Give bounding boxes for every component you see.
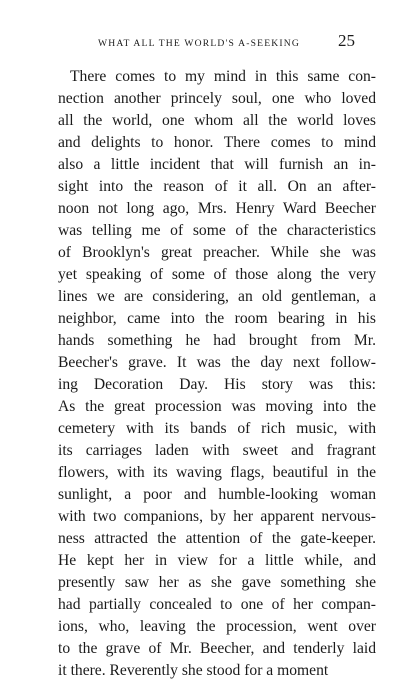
text-line: lines we are considering, an old gentleman, a	[58, 288, 376, 305]
text-line: its carriages laden with sweet and fragrant	[58, 442, 376, 459]
text-line: sunlight, a poor and humble-looking woman	[58, 486, 376, 503]
text-line: flowers, with its waving flags, beautiful in the	[58, 464, 376, 481]
text-line: ness attracted the attention of the gate-keeper.	[58, 530, 376, 547]
text-line: sight into the reason of it all. On an after-	[58, 178, 376, 195]
text-line: was telling me of some of the characteristics	[58, 222, 376, 239]
text-line: to the grave of Mr. Beecher, and tenderly laid	[58, 640, 376, 657]
text-line: of Brooklyn's great preacher. While she was	[58, 244, 376, 261]
text-line: also a little incident that will furnish an in-	[58, 156, 376, 173]
text-line: There comes to my mind in this same con-	[70, 68, 376, 85]
text-line: yet speaking of some of those along the very	[58, 266, 376, 283]
text-line: presently saw her as she gave something she	[58, 574, 376, 591]
text-line: ing Decoration Day. His story was this:	[58, 376, 376, 393]
text-line: cemetery with its bands of rich music, with	[58, 420, 376, 437]
text-line: nection another princely soul, one who loved	[58, 90, 376, 107]
text-line: with two companions, by her apparent nervous-	[58, 508, 376, 525]
body-text	[58, 66, 376, 682]
text-line: noon not long ago, Mrs. Henry Ward Beecher	[58, 200, 376, 217]
text-line: He kept her in view for a little while, and	[58, 552, 376, 569]
page-number: 25	[338, 31, 355, 50]
text-line: it there. Reverently she stood for a moment	[58, 662, 329, 679]
text-line: all the world, one whom all the world loves	[58, 112, 376, 129]
text-line: As the great procession was moving into the	[58, 398, 376, 415]
text-line: had partially concealed to one of her compan-	[58, 596, 376, 613]
text-line: hands something he had brought from Mr.	[58, 332, 376, 349]
text-line: neighbor, came into the room bearing in his	[58, 310, 376, 327]
text-line: and delights to honor. There comes to mind	[58, 134, 376, 151]
text-line: Beecher's grave. It was the day next follow-	[58, 354, 376, 371]
text-line: ions, who, leaving the procession, went over	[58, 618, 376, 635]
running-head: WHAT ALL THE WORLD'S A-SEEKING	[98, 38, 301, 49]
